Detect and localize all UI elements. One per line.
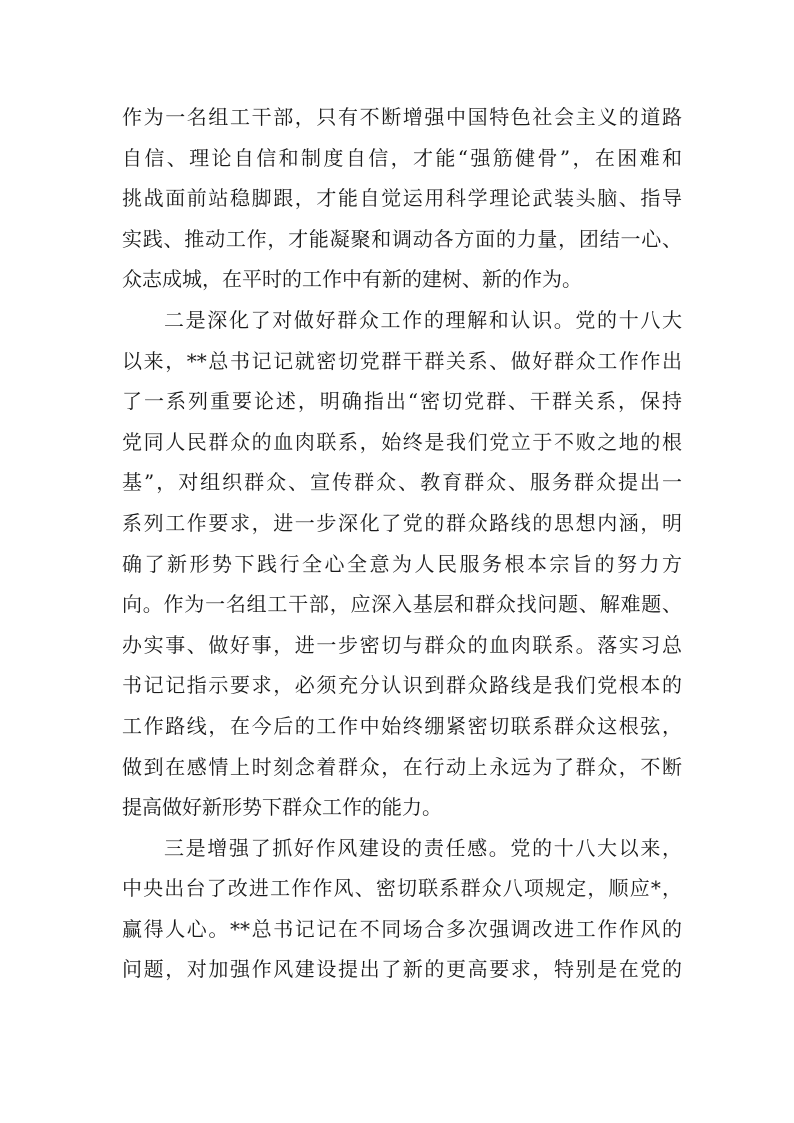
text-line: 工作路线，在今后的工作中始终绷紧密切联系群众这根弦， — [122, 713, 682, 738]
text-line: 挑战面前站稳脚跟，才能自觉运用科学理论武装头脑、指导 — [122, 186, 682, 211]
text-line: 确了新形势下践行全心全意为人民服务根本宗旨的努力方 — [122, 551, 682, 576]
text-line: 问题，对加强作风建设提出了新的更高要求，特别是在党的 — [122, 957, 682, 982]
paragraph-start-line: 三是增强了抓好作风建设的责任感。党的十八大以来， — [164, 835, 682, 860]
text-line: 党同人民群众的血肉联系，始终是我们党立于不败之地的根 — [122, 429, 682, 454]
text-line: 以来，**总书记记就密切党群干群关系、做好群众工作作出 — [122, 348, 682, 373]
body-text — [122, 97, 682, 990]
text-line: 中央出台了改进工作作风、密切联系群众八项规定，顺应*， — [122, 876, 682, 901]
paragraph-end-line: 众志成城，在平时的工作中有新的建树、新的作为。 — [122, 267, 582, 292]
text-line: 系列工作要求，进一步深化了党的群众路线的思想内涵，明 — [122, 510, 682, 535]
text-line: 作为一名组工干部，只有不断增强中国特色社会主义的道路 — [122, 105, 682, 129]
text-line: 书记记指示要求，必须充分认识到群众路线是我们党根本的 — [122, 673, 682, 698]
text-line: 赢得人心。**总书记记在不同场合多次强调改进工作作风的 — [122, 916, 682, 941]
text-line: 办实事、做好事，进一步密切与群众的血肉联系。落实习总 — [122, 632, 682, 657]
text-line: 了一系列重要论述，明确指出“密切党群、干群关系，保持 — [122, 389, 682, 414]
text-line: 实践、推动工作，才能凝聚和调动各方面的力量，团结一心、 — [122, 226, 682, 251]
text-line: 做到在感情上时刻念着群众，在行动上永远为了群众，不断 — [122, 754, 682, 779]
text-line: 向。作为一名组工干部，应深入基层和群众找问题、解难题、 — [122, 592, 682, 617]
text-line: 基”，对组织群众、宣传群众、教育群众、服务群众提出一 — [122, 470, 682, 495]
text-line: 自信、理论自信和制度自信，才能“强筋健骨”，在困难和 — [122, 145, 682, 170]
paragraph-end-line: 提高做好新形势下群众工作的能力。 — [122, 795, 442, 820]
paragraph-start-line: 二是深化了对做好群众工作的理解和认识。党的十八大 — [164, 307, 682, 332]
